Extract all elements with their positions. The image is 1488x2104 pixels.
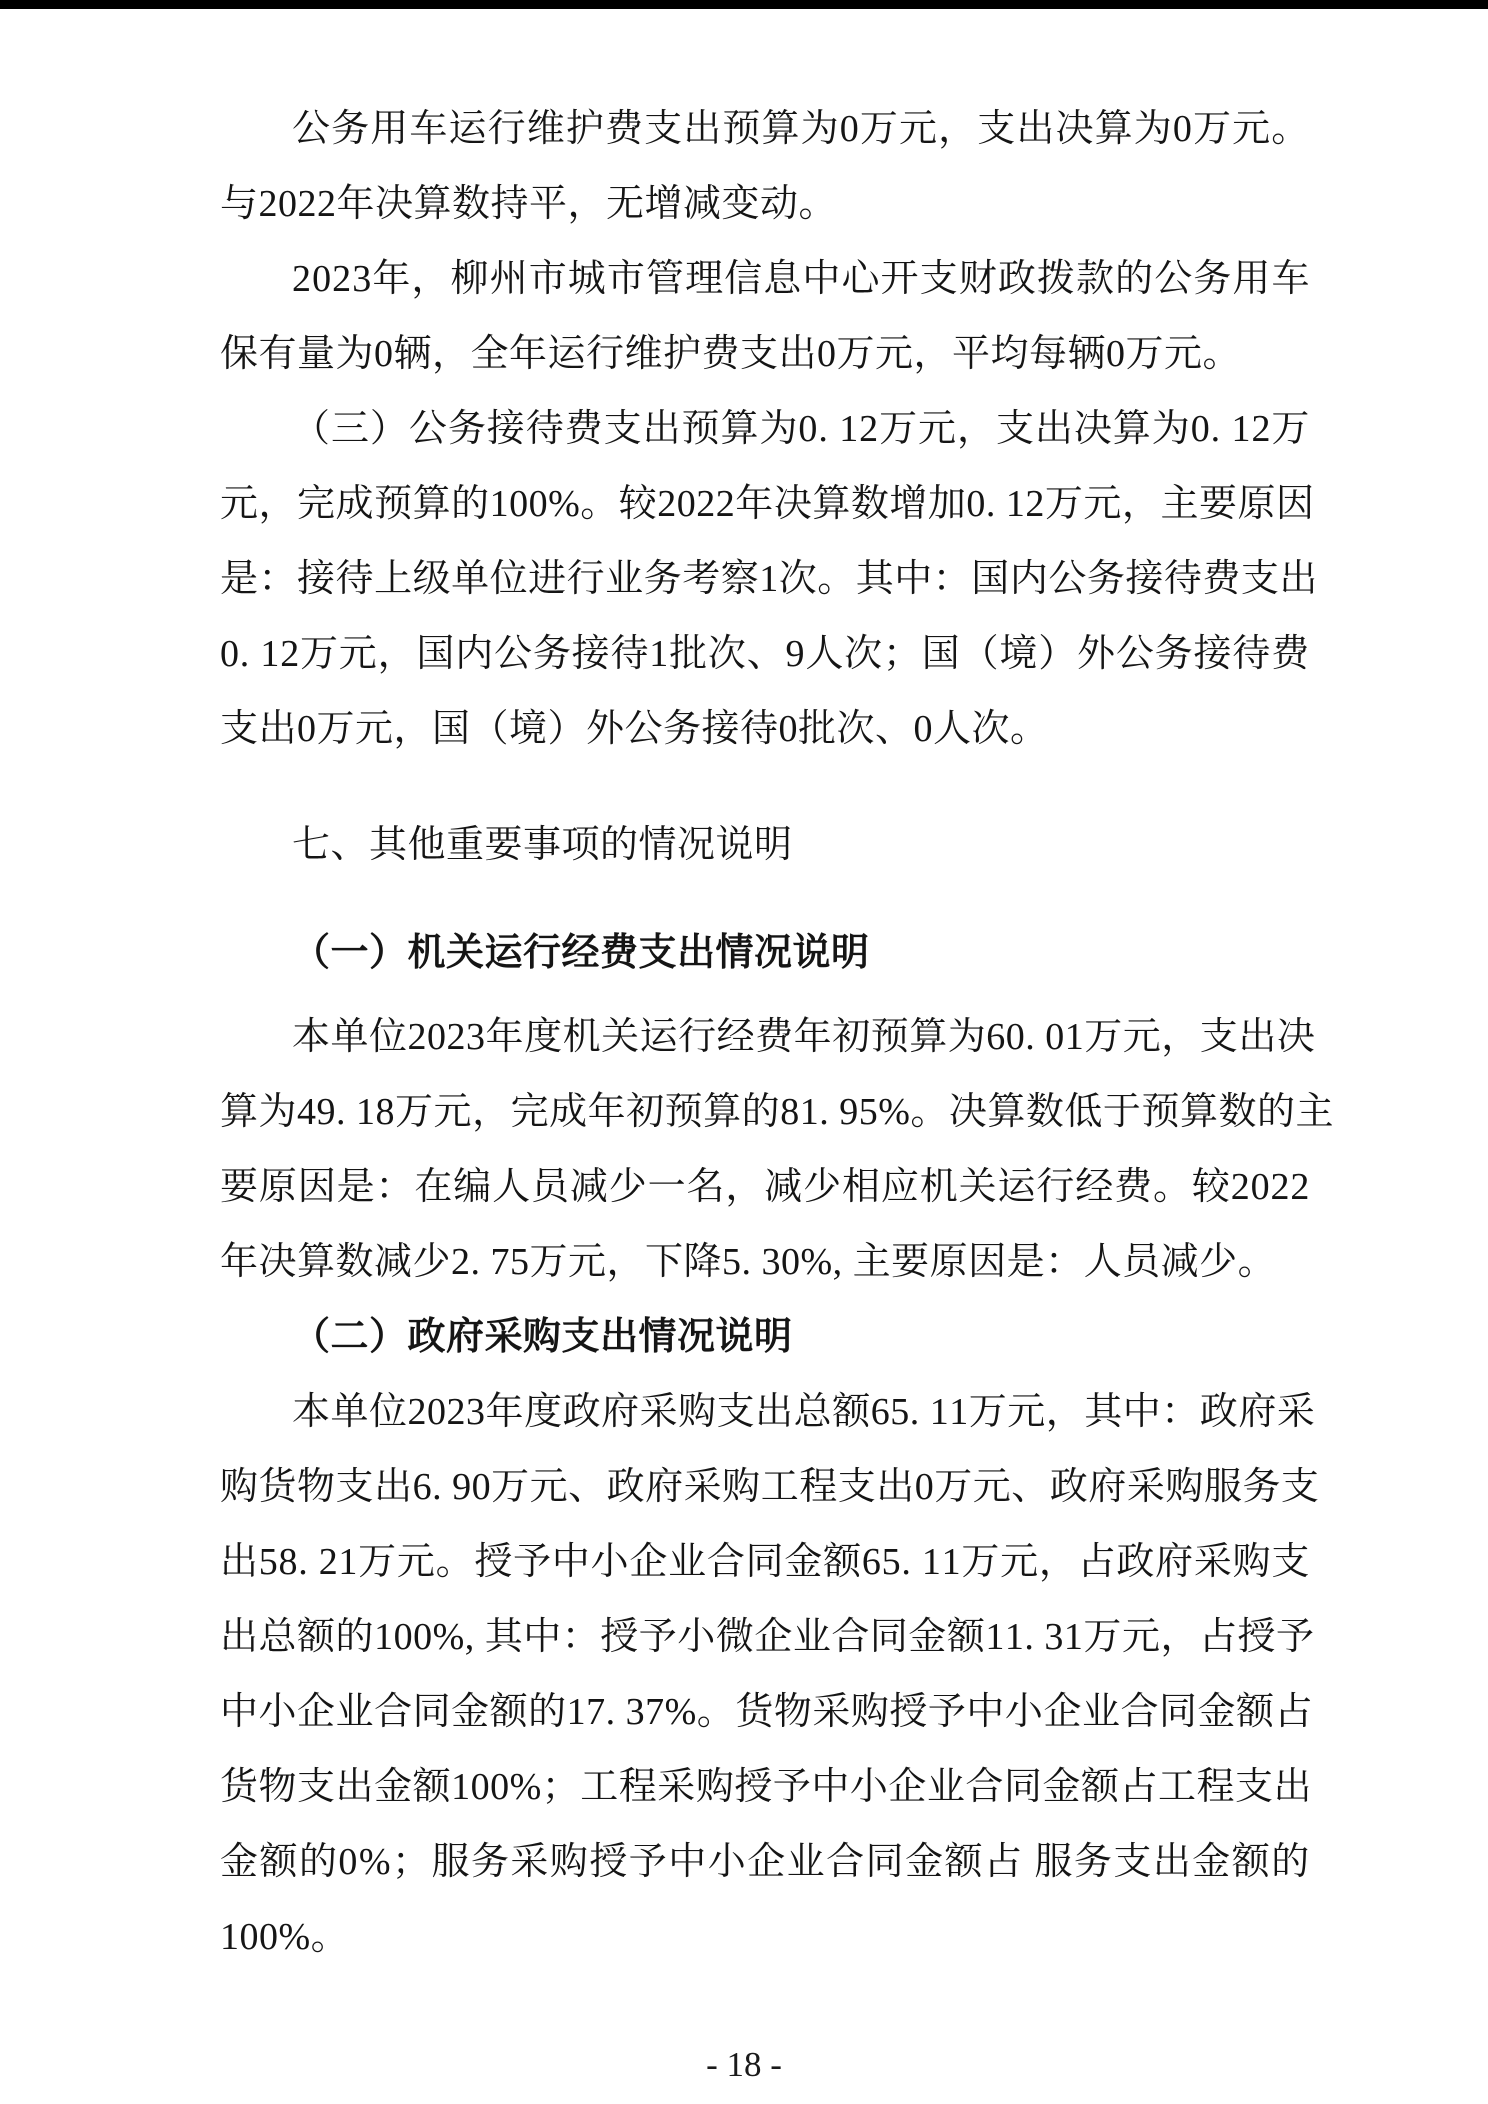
section-heading: 七、其他重要事项的情况说明: [292, 824, 793, 866]
text-line: 是 ： 接 待 上 级 单 位 进 行 业 务 考 察 1 次 。 其 中 ： 国 内 公 务 接 待 费 支 出: [220, 558, 1318, 600]
text-line: 元 ， 完 成 预 算 的 1 0 0 % 。 较 2 0 2 2 年 决 算 数 增 加 0 . 1 2 万 元 ， 主 要 原 因: [220, 483, 1315, 525]
document-body: [220, 92, 1335, 1975]
text-line: 金 额 的 0 % ； 服 务 采 购 授 予 中 小 企 业 合 同 金 额 占 服 务 支 出 金 额 的: [220, 1841, 1310, 1883]
subsection-heading: （一）机关运行经费支出情况说明: [292, 932, 870, 974]
text-line: 年决算数减少2. 75万元，下降5. 30%, 主要原因是：人员减少。: [220, 1241, 1277, 1283]
text-line: 购 货 物 支 出 6 . 9 0 万 元 、 政 府 采 购 工 程 支 出 0 万 元 、 政 府 采 购 服 务 支: [220, 1466, 1320, 1508]
page-number: - 18 -: [706, 2045, 782, 2084]
text-line: 出 总 额 的 1 0 0 % , 其 中 ： 授 予 小 微 企 业 合 同 金 额 1 1 . 3 1 万 元 ， 占 授 予: [220, 1616, 1315, 1658]
text-line: 公 务 用 车 运 行 维 护 费 支 出 预 算 为 0 万 元 ， 支 出 决 算 为 0 万 元 。: [292, 108, 1310, 150]
text-line: 与2022年决算数持平，无增减变动。: [220, 183, 838, 225]
text-line: 货 物 支 出 金 额 1 0 0 % ； 工 程 采 购 授 予 中 小 企 业 合 同 金 额 占 工 程 支 出: [220, 1766, 1313, 1808]
text-line: 支出0万元，国（境）外公务接待0批次、0人次。: [220, 708, 1049, 750]
text-line: 要 原 因 是 ： 在 编 人 员 减 少 一 名 ， 减 少 相 应 机 关 运 行 经 费 。 较 2 0 2 2: [220, 1166, 1310, 1208]
page-top-edge-bar: [0, 0, 1488, 9]
text-line: 出 5 8 . 2 1 万 元 。 授 予 中 小 企 业 合 同 金 额 6 5 . 1 1 万 元 ， 占 政 府 采 购 支: [220, 1541, 1310, 1583]
text-line: 0 . 1 2 万 元 ， 国 内 公 务 接 待 1 批 次 、 9 人 次 ； 国 （ 境 ） 外 公 务 接 待 费: [220, 633, 1310, 675]
text-line: 2 0 2 3 年 ， 柳 州 市 城 市 管 理 信 息 中 心 开 支 财 政 拨 款 的 公 务 用 车: [292, 258, 1310, 300]
text-line: 中 小 企 业 合 同 金 额 的 1 7 . 3 7 % 。 货 物 采 购 授 予 中 小 企 业 合 同 金 额 占: [220, 1691, 1314, 1733]
subsection-heading: （二）政府采购支出情况说明: [292, 1316, 793, 1358]
text-line: 保有量为0辆，全年运行维护费支出0万元，平均每辆0万元。: [220, 333, 1242, 375]
text-line: 算 为 4 9 . 1 8 万 元 ， 完 成 年 初 预 算 的 8 1 . 9 5 % 。 决 算 数 低 于 预 算 数 的 主: [220, 1091, 1335, 1133]
text-line: 本 单 位 2 0 2 3 年 度 政 府 采 购 支 出 总 额 6 5 . 1 1 万 元 ， 其 中 ： 政 府 采: [292, 1391, 1316, 1433]
text-line: （ 三 ） 公 务 接 待 费 支 出 预 算 为 0 . 1 2 万 元 ， 支 出 决 算 为 0 . 1 2 万: [292, 408, 1310, 450]
text-line: 100%。: [220, 1916, 350, 1958]
text-line: 本 单 位 2 0 2 3 年 度 机 关 运 行 经 费 年 初 预 算 为 6 0 . 0 1 万 元 ， 支 出 决: [292, 1016, 1316, 1058]
